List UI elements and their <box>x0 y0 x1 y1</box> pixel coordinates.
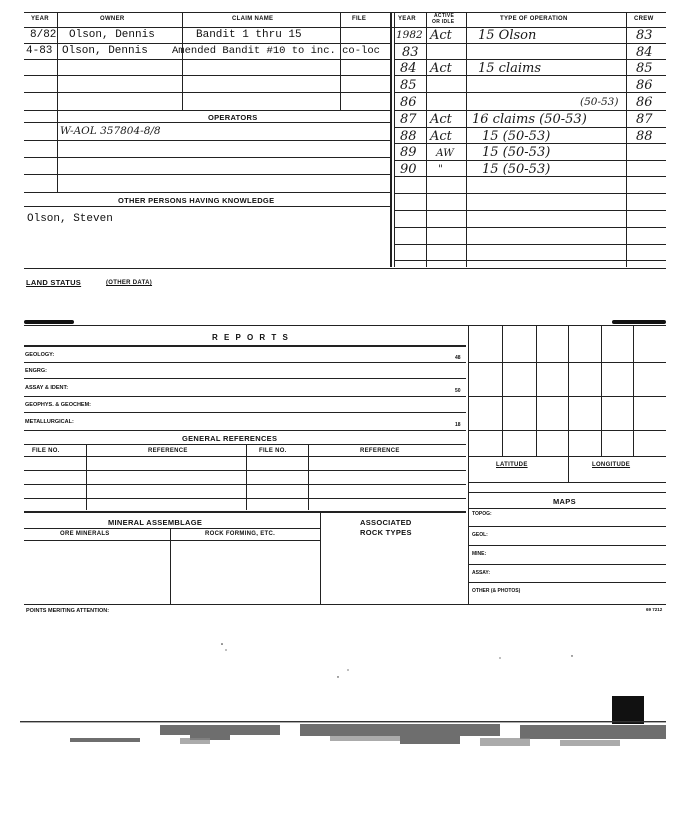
reports-top-border <box>24 325 666 326</box>
row-line <box>24 140 390 141</box>
op-year: 1982 <box>396 29 423 41</box>
form-number: 69 7212 <box>646 607 663 612</box>
land-status-rule <box>24 268 666 269</box>
op-status: Act <box>430 28 452 43</box>
ops-row-line <box>394 59 666 60</box>
gen-ref-rule <box>24 456 466 457</box>
col-divider <box>390 12 392 267</box>
report-label-geology: GEOLOGY: <box>25 352 55 358</box>
op-year: 88 <box>400 129 417 144</box>
row-line <box>24 192 390 193</box>
report-row-line <box>24 396 466 397</box>
land-status-label: LAND STATUS <box>26 278 82 287</box>
op-crew: 87 <box>636 112 653 127</box>
maps-topog: TOPOG: <box>472 511 492 517</box>
row-line <box>24 43 390 44</box>
report-row-line <box>24 362 466 363</box>
maps-row <box>468 545 666 546</box>
op-year: 87 <box>400 112 417 127</box>
maps-assay: ASSAY: <box>472 570 491 576</box>
year-header: YEAR <box>31 16 49 22</box>
grid-col <box>536 326 537 456</box>
reference-header: REFERENCE <box>148 448 188 454</box>
mineral-assemblage-title: MINERAL ASSEMBLAGE <box>108 518 203 527</box>
report-num: 18 <box>455 422 461 428</box>
row-line <box>24 59 390 60</box>
report-label-metallurgical: METALLURGICAL: <box>25 419 74 425</box>
latitude-label: LATITUDE <box>496 462 528 468</box>
op-year: 90 <box>400 162 417 177</box>
op-type: 15 (50-53) <box>482 145 551 160</box>
row-line <box>24 92 390 93</box>
header-rule <box>24 27 666 28</box>
report-row-line <box>24 378 466 379</box>
gen-ref-col <box>246 444 247 510</box>
report-label-assay: ASSAY & IDENT: <box>25 385 69 391</box>
maps-mine: MINE: <box>472 551 487 557</box>
maps-row <box>468 582 666 583</box>
op-status: Act <box>430 61 452 76</box>
ore-minerals-header: ORE MINERALS <box>60 531 110 537</box>
gen-ref-row <box>24 470 466 471</box>
op-crew: 86 <box>636 78 653 93</box>
file-no-header: FILE NO. <box>259 448 287 454</box>
points-meriting-attention: POINTS MERITING ATTENTION: <box>26 608 110 614</box>
top-border <box>24 12 666 13</box>
grid-row <box>468 396 666 397</box>
grid-row <box>468 456 666 457</box>
grid-col <box>633 326 634 456</box>
scan-noise <box>0 630 678 814</box>
associated-header: ASSOCIATED <box>360 518 412 527</box>
file-no-header: FILE NO. <box>32 448 60 454</box>
rock-types-header: ROCK TYPES <box>360 528 412 537</box>
gen-ref-row <box>24 484 466 485</box>
crew-header: CREW <box>634 16 654 22</box>
land-status-sub: (OTHER DATA) <box>106 280 153 286</box>
report-row-line <box>24 412 466 413</box>
gen-ref-row <box>24 498 466 499</box>
op-type: (50-53) <box>580 96 619 108</box>
row-line <box>24 174 390 175</box>
grid-col <box>502 326 503 456</box>
report-num: 48 <box>455 355 461 361</box>
row-line <box>24 75 390 76</box>
reference-header: REFERENCE <box>360 448 400 454</box>
longitude-label: LONGITUDE <box>592 462 631 468</box>
ops-row-line <box>394 92 666 93</box>
gen-ref-col <box>308 444 309 510</box>
general-references-title: GENERAL REFERENCES <box>182 434 278 443</box>
grid-col <box>568 326 569 482</box>
scan-mark <box>24 320 74 324</box>
maps-geol: GEOL: <box>472 532 488 538</box>
ops-row-line <box>394 193 666 194</box>
op-year: 83 <box>402 45 419 60</box>
mineral-rule <box>24 528 320 529</box>
ops-row-line <box>394 110 666 111</box>
row-line <box>24 157 390 158</box>
other-person-name: Olson, Steven <box>27 213 113 225</box>
grid-col <box>601 326 602 456</box>
owner-row-owner: Olson, Dennis <box>69 29 155 41</box>
file-header: FILE <box>352 16 367 22</box>
active-header: ACTIVE <box>434 13 455 19</box>
ops-row-line <box>394 227 666 228</box>
ops-row-line <box>394 260 666 261</box>
idle-header: OR IDLE <box>432 19 455 25</box>
maps-other: OTHER (& PHOTOS) <box>472 588 521 594</box>
owner-row-year: 8/82 <box>30 29 57 41</box>
operators-entry: W-AOL 357804-8/8 <box>60 125 161 137</box>
scan-mark <box>612 320 666 324</box>
op-crew: 88 <box>636 129 653 144</box>
maps-rule <box>468 482 666 483</box>
op-type: 15 Olson <box>478 28 537 43</box>
op-type: 16 claims (50-53) <box>472 112 587 127</box>
owner-row-claim: Bandit 1 thru 15 <box>196 29 302 41</box>
col-divider <box>426 12 427 267</box>
mineral-col <box>170 528 171 604</box>
op-type: 15 (50-53) <box>482 129 551 144</box>
other-persons-title: OTHER PERSONS HAVING KNOWLEDGE <box>118 196 275 205</box>
op-year: 84 <box>400 61 417 76</box>
ops-row-line <box>394 160 666 161</box>
rock-forming-header: ROCK FORMING, ETC. <box>205 531 276 537</box>
op-year: 86 <box>400 95 417 110</box>
report-num: 50 <box>455 388 461 394</box>
row-line <box>24 110 390 111</box>
col-divider <box>340 12 341 110</box>
maps-rule <box>468 508 666 509</box>
maps-rule <box>468 492 666 493</box>
op-type: 15 (50-53) <box>482 162 551 177</box>
maps-row <box>468 564 666 565</box>
ops-row-line <box>394 43 666 44</box>
maps-title: MAPS <box>553 497 576 506</box>
op-crew: 86 <box>636 95 653 110</box>
op-status: AW <box>436 147 454 159</box>
col-divider <box>182 12 183 110</box>
op-type: 15 claims <box>478 61 542 76</box>
ops-row-line <box>394 244 666 245</box>
claim-name-header: CLAIM NAME <box>232 16 274 22</box>
col-divider <box>394 12 395 267</box>
row-line <box>24 206 390 207</box>
gen-ref-bottom <box>24 511 466 513</box>
op-status: Act <box>430 112 452 127</box>
report-label-geophys: GEOPHYS. & GEOCHEM: <box>25 402 92 408</box>
grid-row <box>468 362 666 363</box>
op-year: 89 <box>400 145 417 160</box>
owner-row-year: 4-83 <box>26 45 53 57</box>
points-rule <box>24 604 666 605</box>
op-crew: 85 <box>636 61 653 76</box>
op-crew: 84 <box>636 45 653 60</box>
ops-row-line <box>394 210 666 211</box>
owner-row-owner: Olson, Dennis <box>62 45 148 57</box>
report-label-engrg: ENGRG: <box>25 368 47 374</box>
mineral-col <box>320 513 321 604</box>
owner-header: OWNER <box>100 16 125 22</box>
operators-title: OPERATORS <box>208 113 258 122</box>
mineral-rule <box>24 540 320 541</box>
col-divider <box>626 12 627 267</box>
year2-header: YEAR <box>398 16 416 22</box>
report-row-line <box>24 430 466 431</box>
maps-divider <box>468 326 469 604</box>
owner-row-claim: Amended Bandit #10 to inc. co-loc <box>172 45 380 57</box>
grid-row <box>468 430 666 431</box>
type-of-operation-header: TYPE OF OPERATION <box>500 16 568 22</box>
reports-title-rule <box>24 345 466 347</box>
maps-row <box>468 526 666 527</box>
op-status: " <box>438 163 443 175</box>
op-status: Act <box>430 129 452 144</box>
gen-ref-col <box>86 444 87 510</box>
col-divider <box>57 12 58 192</box>
op-year: 85 <box>400 78 417 93</box>
ops-row-line <box>394 127 666 128</box>
row-line <box>24 122 390 123</box>
col-divider <box>466 12 467 267</box>
op-crew: 83 <box>636 28 653 43</box>
gen-ref-rule <box>24 444 466 445</box>
reports-title: R E P O R T S <box>212 333 290 342</box>
